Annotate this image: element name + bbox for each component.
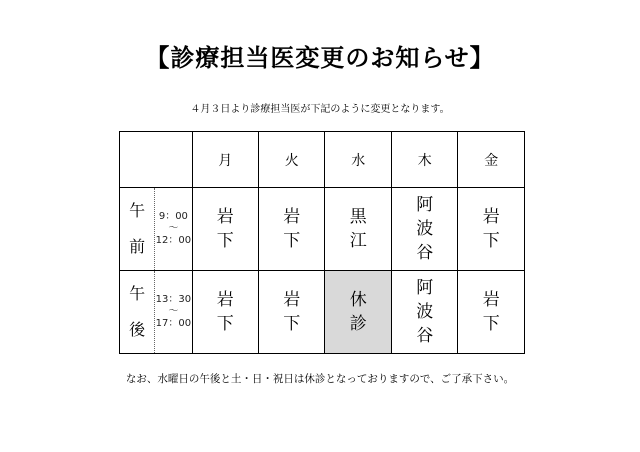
doctor-char: 谷 [416, 243, 434, 263]
doctor-char: 下 [283, 314, 301, 334]
doctor-char: 岩 [216, 207, 234, 227]
doctor-cell [259, 188, 325, 271]
period-char: 後 [129, 320, 146, 339]
doctor-char: 岩 [216, 290, 234, 310]
doctor-char: 黒 [349, 207, 367, 227]
doctor-char: 下 [216, 314, 234, 334]
doctor-char: 波 [416, 219, 434, 239]
doctor-char: 岩 [482, 290, 500, 310]
period-label-morning [120, 188, 155, 271]
doctor-cell [458, 271, 525, 354]
table-header-row [120, 132, 525, 188]
doctor-cell [259, 271, 325, 354]
doctor-char: 岩 [283, 290, 301, 310]
doctor-char: 阿 [416, 278, 434, 298]
day-header: 金 [458, 132, 525, 188]
period-char: 午 [129, 201, 146, 220]
doctor-cell [192, 271, 258, 354]
closed-cell [325, 271, 391, 354]
period-char: 午 [129, 284, 146, 303]
day-header: 木 [391, 132, 457, 188]
schedule-table [119, 131, 525, 354]
period-char: 前 [129, 237, 146, 256]
time-end: 17：00 [155, 318, 192, 329]
doctor-char: 下 [482, 231, 500, 251]
day-header: 水 [325, 132, 391, 188]
page-title: 【診療担当医変更のお知らせ】 [145, 44, 495, 72]
day-header: 火 [259, 132, 325, 188]
day-header: 月 [192, 132, 258, 188]
time-range-morning [155, 188, 192, 271]
time-start: 9：00 [158, 211, 188, 222]
table-row-morning [120, 188, 525, 271]
doctor-cell [458, 188, 525, 271]
time-separator: 〜 [168, 223, 179, 234]
doctor-char: 阿 [416, 195, 434, 215]
corner-cell [120, 132, 193, 188]
doctor-char: 岩 [283, 207, 301, 227]
doctor-cell [391, 271, 457, 354]
time-range-afternoon [155, 271, 192, 354]
doctor-char: 下 [216, 231, 234, 251]
doctor-char: 下 [482, 314, 500, 334]
doctor-char: 江 [349, 231, 367, 251]
notice-subtitle: ４月３日より診療担当医が下記のように変更となります。 [190, 104, 450, 115]
doctor-cell [192, 188, 258, 271]
closed-char: 診 [349, 314, 367, 334]
doctor-cell [325, 188, 391, 271]
closing-notice: なお、水曜日の午後と土・日・祝日は休診となっておりますので、ご了承下さい。 [125, 373, 515, 385]
doctor-char: 波 [416, 302, 434, 322]
doctor-char: 岩 [482, 207, 500, 227]
doctor-cell [391, 188, 457, 271]
period-label-afternoon [120, 271, 155, 354]
time-end: 12：00 [155, 235, 192, 246]
table-row-afternoon [120, 271, 525, 354]
closed-char: 休 [349, 290, 367, 310]
doctor-char: 下 [283, 231, 301, 251]
time-start: 13：30 [155, 294, 192, 305]
time-separator: 〜 [168, 306, 179, 317]
doctor-char: 谷 [416, 326, 434, 346]
